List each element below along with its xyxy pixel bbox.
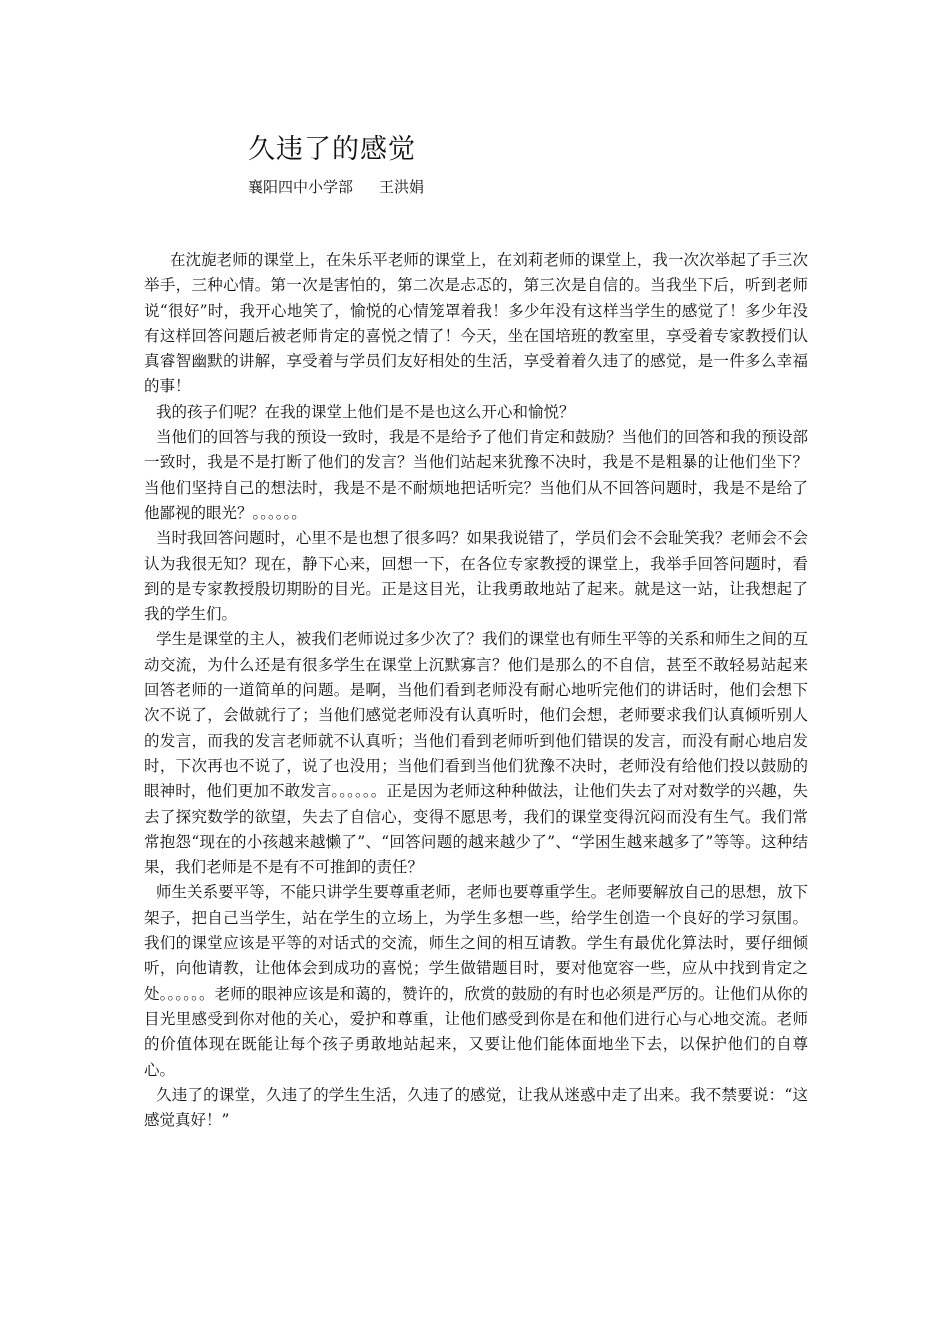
paragraph-6: 师生关系要平等，不能只讲学生要尊重老师，老师也要尊重学生。老师要解放自己的思想，放下架子，把自己当学生，站在学生的立场上，为学生多想一些，给学生创造一个良好的学习氛围。我们的课堂应该是平等的对话式的交流，师生之间的相互请教。学生有最优化算法时，要仔细倾听，向他请教，让他体会到成功的喜悦；学生做错题目时，要对他宽容一些，应从中找到肯定之处。。。。。。老师的眼神应该是和蔼的，赞许的，欣赏的鼓励的有时也必须是严厉的。让他们从你的目光里感受到你对他的关心，爱护和尊重，让他们感受到你是在和他们进行心与心地交流。老师的价值体现在既能让每个孩子勇敢地站起来，又要让他们能体面地坐下去，以保护他们的自尊心。 [144, 883, 808, 1079]
author-name: 王洪娟 [379, 178, 425, 196]
paragraph-5: 学生是课堂的主人，被我们老师说过多少次了？我们的课堂也有师生平等的关系和师生之间的互动交流，为什么还是有很多学生在课堂上沉默寡言？他们是那么的不自信，甚至不敢轻易站起来回答老师的一道简单的问题。是啊，当他们看到老师没有耐心地听完他们的讲话时，他们会想下次不说了，会做就行了；当他们感觉老师没有认真听时，他们会想，老师要求我们认真倾听别人的发言，而我的发言老师就不认真听；当他们看到老师听到他们错误的发言，而没有耐心地启发时，下次再也不说了，说了也没用；当他们看到当他们犹豫不决时，老师没有给他们投以鼓励的眼神时，他们更加不敢发言。。。。。。正是因为老师这种种做法，让他们失去了对对数学的兴趣，失去了探究数学的欲望，失去了自信心，变得不愿思考，我们的课堂变得沉闷而没有生气。我们常常抱怨“现在的小孩越来越懒了”、“回答问题的越来越少了”、“学困生越来越多了”等等。这种结果，我们老师是不是有不可推卸的责任？ [144, 630, 808, 877]
paragraph-1: 在沈旎老师的课堂上，在朱乐平老师的课堂上，在刘莉老师的课堂上，我一次次举起了手三次举手，三种心情。第一次是害怕的，第二次是忐忑的，第三次是自信的。当我坐下后，听到老师说“很好”时，我开心地笑了，愉悦的心情笼罩着我！多少年没有这样当学生的感觉了！多少年没有这样回答问题后被老师肯定的喜悦之情了！今天，坐在国培班的教室里，享受着专家教授们认真睿智幽默的讲解，享受着与学员们友好相处的生活，享受着着久违了的感觉，是一件多么幸福的事！ [144, 251, 808, 396]
paragraph-4: 当时我回答问题时，心里不是也想了很多吗？如果我说错了，学员们会不会耻笑我？老师会不会认为我很无知？现在，静下心来，回想一下，在各位专家教授的课堂上，我举手回答问题时，看到的是专家教授殷切期盼的目光。正是这目光，让我勇敢地站了起来。就是这一站，让我想起了我的学生们。 [144, 529, 808, 624]
article-body [144, 248, 808, 1133]
paragraph-2: 我的孩子们呢？在我的课堂上他们是不是也这么开心和愉悦？ [156, 402, 575, 421]
byline [248, 176, 424, 198]
paragraph-3: 当他们的回答与我的预设一致时，我是不是给予了他们肯定和鼓励？当他们的回答和我的预设部一致时，我是不是打断了他们的发言？当他们站起来犹豫不决时，我是不是粗暴的让他们坐下？当他们坚持自己的想法时，我是不是不耐烦地把话听完？当他们从不回答问题时，我是不是给了他鄙视的眼光？。。。。。。 [144, 428, 808, 522]
paragraph-7: 久违了的课堂，久违了的学生生活，久违了的感觉，让我从迷惑中走了出来。我不禁要说：“这感觉真好！” [144, 1085, 808, 1130]
school-name: 襄阳四中小学部 [248, 178, 354, 196]
document-title: 久违了的感觉 [248, 134, 416, 165]
